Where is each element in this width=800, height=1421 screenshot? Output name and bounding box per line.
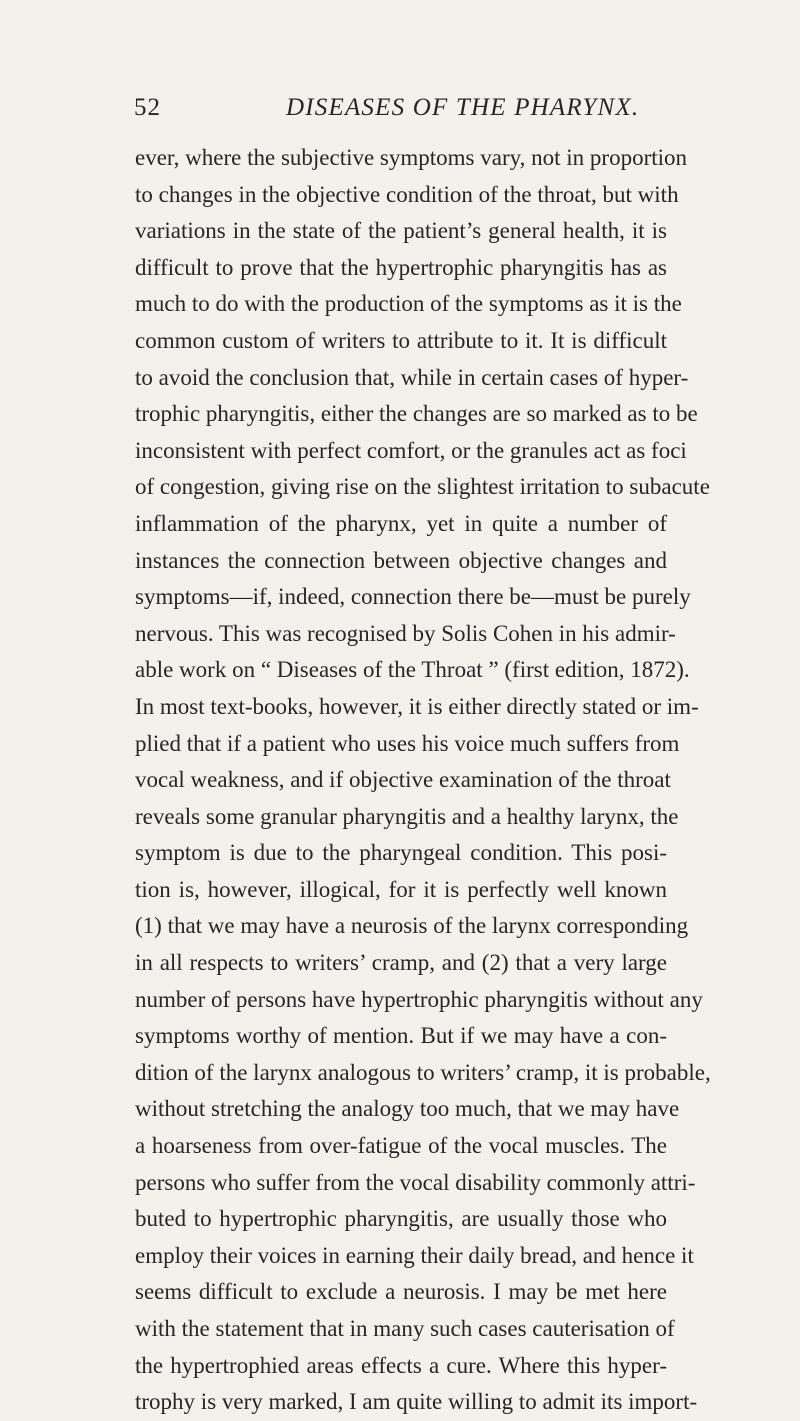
text-line: dition of the larynx analogous to writers’ cramp, it is probable, (135, 1059, 711, 1085)
text-line: the hypertrophied areas effects a cure. Where this hyper- (135, 1352, 667, 1378)
text-line: without stretching the analogy too much, that we may have (135, 1096, 680, 1122)
text-line: trophic pharyngitis, either the changes are so marked as to be (135, 401, 698, 427)
text-line: inconsistent with perfect comfort, or the granules act as foci (135, 437, 687, 463)
running-head (0, 94, 800, 134)
text-line: to avoid the conclusion that, while in certain cases of hyper- (135, 364, 689, 390)
text-line: symptoms—if, indeed, connection there be—must be purely (135, 584, 691, 610)
text-line: in all respects to writers’ cramp, and (2) that a very large (135, 950, 667, 976)
text-line: buted to hypertrophic pharyngitis, are usually those who (135, 1206, 667, 1232)
text-line: able work on “ Diseases of the Throat ” (first edition, 1872). (135, 657, 690, 683)
text-line: difficult to prove that the hypertrophic pharyngitis has as (135, 254, 667, 280)
text-line: tion is, however, illogical, for it is perfectly well known (135, 876, 667, 902)
text-line: symptom is due to the pharyngeal condition. This posi- (135, 840, 667, 866)
page-number: 52 (134, 94, 161, 121)
text-line: number of persons have hypertrophic pharyngitis without any (135, 986, 703, 1012)
text-line: with the statement that in many such cases cauterisation of (135, 1316, 675, 1341)
text-line: symptoms worthy of mention. But if we may have a con- (135, 1023, 667, 1049)
text-line: common custom of writers to attribute to it. It is difficult (135, 327, 667, 353)
text-line: variations in the state of the patient’s general health, it is (135, 218, 667, 244)
text-line: ever, where the subjective symptoms vary, not in proportion (135, 145, 688, 170)
body-text (135, 140, 711, 1421)
text-line: inflammation of the pharynx, yet in quite a number of (135, 510, 667, 536)
text-line: (1) that we may have a neurosis of the larynx corresponding (135, 913, 689, 939)
text-line: much to do with the production of the symptoms as it is the (135, 291, 682, 317)
text-line: seems difficult to exclude a neurosis. I may be met here (135, 1279, 667, 1305)
text-line: employ their voices in earning their daily bread, and hence it (135, 1242, 694, 1268)
text-line: reveals some granular pharyngitis and a healthy larynx, the (135, 803, 679, 829)
text-line: trophy is very marked, I am quite willing to admit its import- (135, 1389, 698, 1415)
text-line: a hoarseness from over-fatigue of the vocal muscles. The (135, 1133, 667, 1159)
text-line: vocal weakness, and if objective examination of the throat (135, 767, 671, 793)
text-line: persons who suffer from the vocal disability commonly attri- (135, 1169, 696, 1195)
text-line: to changes in the objective condition of the throat, but with (135, 181, 679, 207)
text-line: In most text-books, however, it is either directly stated or im- (135, 693, 699, 719)
text-line: of congestion, giving rise on the slightest irritation to subacute (135, 474, 710, 500)
text-line: instances the connection between objective changes and (135, 547, 667, 573)
running-title: DISEASES OF THE PHARYNX. (286, 94, 640, 121)
text-line: nervous. This was recognised by Solis Cohen in his admir- (135, 620, 676, 646)
text-line: plied that if a patient who uses his voice much suffers from (135, 730, 680, 756)
